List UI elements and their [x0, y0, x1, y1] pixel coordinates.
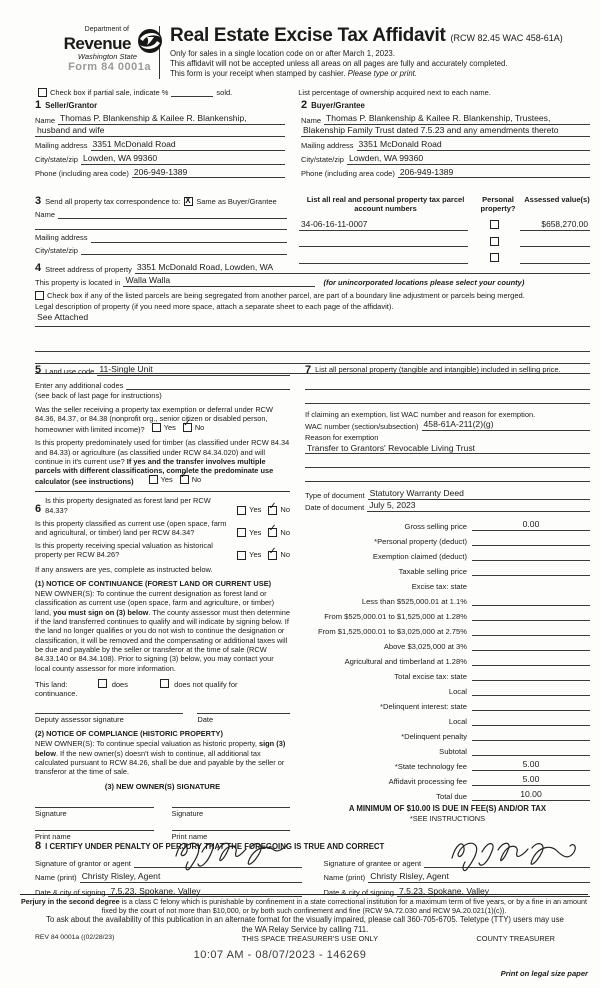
tax-row-label: Exemption claimed (deduct): [372, 551, 467, 561]
form-instructions: [170, 49, 588, 79]
seller-mailing-field[interactable]: 3351 McDonald Road: [91, 140, 285, 151]
tax-row-label: Local: [448, 686, 467, 696]
section-number: 3: [35, 195, 42, 207]
tax-row: [305, 546, 590, 561]
section-4-property: [35, 263, 590, 374]
q-forest-yes-checkbox[interactable]: [237, 506, 246, 515]
affidavit-fee-field[interactable]: 5.00: [472, 774, 590, 786]
section-number: 2: [301, 99, 308, 111]
this-land-label: This land:: [35, 680, 68, 690]
additional-codes-label: Enter any additional codes: [35, 381, 124, 390]
personal-property-intro: List all personal property (tangible and intangible) included in selling price.: [315, 365, 561, 374]
section-number: 4: [35, 262, 42, 274]
timber-question: [35, 438, 290, 486]
partial-sale-row: [38, 88, 588, 97]
tax-row: [305, 516, 590, 531]
seller-name-field-line2[interactable]: husband and wife: [35, 126, 285, 137]
tax-row-label: Subtotal: [439, 746, 467, 756]
tier4-field[interactable]: [472, 650, 590, 651]
tax-row-label: Total excise tax: state: [394, 671, 467, 681]
grantor-signature-field[interactable]: [134, 855, 302, 868]
parcel-row: [299, 219, 590, 231]
tax-row-label: Taxable selling price: [398, 566, 467, 576]
tax-row: [305, 531, 590, 546]
partial-sale-percent-field[interactable]: [171, 96, 213, 97]
seller-phone-label: Phone (including area code): [35, 169, 129, 178]
grantor-sig-label: Signature of grantor or agent: [35, 858, 131, 868]
continuance-label: continuance.: [35, 689, 78, 699]
owner-printname-line-1[interactable]: Print name: [35, 830, 154, 841]
buyer-name-field[interactable]: Thomas P. Blankenship & Kailee R. Blankenship, Trustees,: [324, 114, 590, 125]
legal-size-note: Print on legal size paper: [500, 969, 588, 978]
new-owner-signature-title: (3) NEW OWNER(S) SIGNATURE: [104, 781, 221, 791]
exemption-note: If claiming an exemption, list WAC number and reason for exemption.: [305, 410, 536, 419]
delinquent-interest-state-field[interactable]: [472, 710, 590, 711]
grantee-date-label: Date & city of signing: [323, 888, 394, 898]
tax-row-label: From $525,000.01 to $1,525,000 at 1.28%: [324, 611, 467, 621]
corr-city-label: City/state/zip: [35, 245, 78, 255]
perjury-notice: [20, 894, 588, 915]
question-text: Was the seller receiving a property tax exemption or deferral under RCW 84.36, 84.37, or 84.38 (nonprofit org., senior citizen or disabled person, homeowner with limited income)?: [35, 404, 273, 435]
partial-sale-suffix: sold.: [216, 88, 233, 97]
notice-compliance-title: (2) NOTICE OF COMPLIANCE (HISTORIC PROPERTY): [35, 729, 223, 739]
q1-no-checkbox[interactable]: [183, 423, 192, 432]
q2-no-checkbox[interactable]: [180, 475, 189, 484]
tax-row: [305, 636, 590, 651]
buyer-city-field[interactable]: Lowden, WA 99360: [347, 154, 590, 165]
grantee-sig-label: Signature of grantee or agent: [323, 858, 422, 868]
tax-row: [305, 681, 590, 696]
buyer-mailing-label: Mailing address: [301, 141, 354, 151]
same-as-buyer-checkbox[interactable]: [184, 197, 193, 206]
grantee-signature-field[interactable]: [424, 855, 590, 868]
tax-row: [305, 711, 590, 726]
grantee-date-field[interactable]: 7.5.23, Spokane, Valley: [397, 886, 590, 898]
total-excise-state-field[interactable]: [472, 680, 590, 681]
land-does-checkbox[interactable]: [98, 679, 107, 688]
additional-codes-field[interactable]: [126, 389, 290, 390]
title-text: Real Estate Excise Tax Affidavit: [170, 25, 446, 46]
exemption-claimed-field[interactable]: [472, 560, 590, 561]
deputy-date-line[interactable]: Date: [197, 713, 290, 724]
delinquent-penalty-field[interactable]: [472, 740, 590, 741]
tax-row-label: Above $3,025,000 at 3%: [383, 641, 467, 651]
rev-number: REV 84 0001a ((02/28/23): [35, 934, 115, 941]
section-number: 1: [35, 99, 42, 111]
assessed-value-field[interactable]: $658,270.00: [520, 219, 590, 231]
grantee-name-label: Name (print): [323, 873, 366, 883]
does-not-label: does not qualify for: [174, 680, 238, 690]
owner-printname-line-2[interactable]: Print name: [172, 830, 291, 841]
legal-description-label: Legal description of property (if you need more space, attach a separate sheet to each page of the affidavit).: [35, 302, 394, 312]
tax-row: [305, 561, 590, 576]
see-instructions-note: *SEE INSTRUCTIONS: [409, 813, 486, 823]
parcel-row: [299, 253, 590, 263]
left-column: [35, 365, 290, 842]
notice-continuance-title: (1) NOTICE OF CONTINUANCE (FOREST LAND OR CURRENT USE): [35, 578, 272, 588]
excise-tax-table: [305, 516, 590, 801]
grantee-signature-block: [324, 852, 591, 897]
partial-sale-checkbox[interactable]: [38, 88, 47, 97]
tier1-field[interactable]: [472, 605, 590, 606]
parcel-table: [299, 196, 590, 264]
section-number: 5: [35, 364, 42, 376]
grantee-name-field[interactable]: Christy Risley, Agent: [368, 871, 590, 883]
buyer-city-label: City/state/zip: [301, 155, 344, 165]
tax-row-label: Agricultural and timberland at 1.28%: [344, 656, 467, 666]
section-6-designations: [35, 491, 290, 841]
seller-name-label: Name: [35, 115, 56, 125]
buyer-name-field-line2[interactable]: Blakenship Family Trust dated 7.5.23 and any amendments thereto: [301, 126, 590, 137]
notice-text: . The county assessor must then determine if the land transferred continues to qualify and will indicate by signing below. If the land no longer qualifies or you do not wish to continue the designation or classification, it will be removed and the compensating or additional taxes will be due and payable by the seller or transferor at the time of sale (RCW 84.33.140 or 84.34.108). Prior to signing (3) below, you may contact your local county assessor for more information.: [35, 607, 290, 673]
yes-label: Yes: [163, 423, 176, 433]
doc-type-label: Type of document: [305, 490, 365, 500]
tax-row-label: Less than $525,000.01 at 1.1%: [361, 596, 467, 606]
segregated-label: Check box if any of the listed parcels are being segregated from another parcel, are part of a boundary line adjustment or parcels being merged.: [47, 290, 525, 300]
corr-name-field-line2[interactable]: [35, 229, 287, 230]
legal-description-field[interactable]: [35, 352, 590, 364]
instruction-line: [170, 69, 588, 79]
section-8-certification: [35, 841, 590, 897]
tax-row: [305, 576, 590, 591]
notice-compliance-body: [35, 739, 290, 776]
instruction-line: This affidavit will not be accepted unless all areas on all pages are fully and accurately completed.: [170, 59, 508, 69]
grantor-name-field[interactable]: Christy Risley, Agent: [80, 871, 302, 883]
grantor-date-field[interactable]: 7.5.23, Spokane, Valley: [108, 886, 301, 898]
personal-property-checkbox[interactable]: [490, 237, 499, 246]
tax-row: [305, 606, 590, 621]
instruction-text-italic: Please type or print.: [347, 69, 418, 79]
question-text: Is this property predominately used for timber (as classified under RCW 84.34 and 84.33) or agriculture (as classified under RCW 84.34.020) and will continue in it's current use?: [35, 438, 290, 466]
tax-row: [305, 741, 590, 756]
tier2-field[interactable]: [472, 620, 590, 621]
parcel-number-field[interactable]: [299, 246, 468, 247]
section-2-heading: Buyer/Grantee: [311, 101, 365, 111]
tax-row: [305, 756, 590, 771]
total-due-field[interactable]: 10.00: [472, 789, 590, 801]
tax-row: [305, 651, 590, 666]
corr-name-label: Name: [35, 210, 56, 219]
personal-property-field[interactable]: [305, 376, 590, 390]
washington-state-label: Washington State: [77, 51, 137, 61]
yes-label: Yes: [249, 505, 262, 515]
county-treasurer-label: COUNTY TREASURER: [476, 934, 555, 943]
section-number: 7: [305, 364, 312, 376]
perjury-bold: Perjury in the second degree: [20, 897, 120, 906]
historical-question: Is this property receiving special valuation as historical property per RCW 84.26?: [35, 541, 213, 560]
notice-continuance-body: [35, 589, 290, 673]
cashier-stamp: 10:07 AM - 08/07/2023 - 146269: [193, 949, 367, 961]
tax-row-label: Total due: [436, 791, 467, 801]
corr-city-field[interactable]: [81, 254, 287, 255]
tier3-field[interactable]: [472, 635, 590, 636]
state-tech-fee-field[interactable]: 5.00: [472, 759, 590, 771]
partial-sale-label: Check box if partial sale, indicate %: [50, 88, 169, 97]
exemption-question: [35, 405, 290, 435]
tax-row-label: Affidavit processing fee: [388, 776, 467, 786]
tax-row: [305, 786, 590, 801]
deputy-assessor-signature-line[interactable]: Deputy assessor signature: [35, 713, 183, 724]
q-historic-yes-checkbox[interactable]: [237, 551, 246, 560]
yes-label: Yes: [249, 550, 262, 560]
no-label: No: [191, 475, 202, 485]
perjury-text: is a class C felony which is punishable by confinement in a state correctional institution for a maximum term of five years, or by a fine in an amount fixed by the court of not more than $10,000, or by both such confinement and fine (RCW 9A.72.030 and RCW 9A.20.021(1)(c)).: [101, 897, 588, 915]
tax-row-label: Gross selling price: [404, 521, 467, 531]
revenue-swirl-icon: [137, 28, 163, 54]
q-forest-no-checkbox[interactable]: [268, 506, 277, 515]
section-number: 8: [35, 840, 42, 852]
tax-row-label: Local: [448, 716, 467, 726]
notice-text: NEW OWNER(S): To continue the current designation as forest land or classification as current use (open space, farm and agriculture, or timber) land,: [35, 589, 275, 617]
doc-type-field[interactable]: Statutory Warranty Deed: [368, 489, 590, 500]
seller-name-field[interactable]: Thomas P. Blankenship & Kailee R. Blankenship,: [58, 114, 285, 125]
personal-property-deduct-field[interactable]: [472, 545, 590, 546]
local-field[interactable]: [472, 695, 590, 696]
corr-mailing-label: Mailing address: [35, 233, 88, 243]
tax-row-label: *Personal property (deduct): [374, 536, 467, 546]
q-historic-no-checkbox[interactable]: [268, 551, 277, 560]
no-label: No: [280, 550, 290, 560]
parcel-row: [299, 237, 590, 247]
dor-logo: [35, 26, 159, 79]
section-7-tax: [305, 365, 590, 842]
dept-of-label: Department of: [84, 26, 129, 33]
legal-description-field[interactable]: See Attached: [35, 312, 590, 327]
grantor-date-label: Date & city of signing: [35, 888, 106, 898]
q2-yes-checkbox[interactable]: [149, 475, 158, 484]
revenue-wordmark: Revenue: [63, 33, 131, 53]
title-block: [159, 26, 588, 79]
buyer-name-label: Name: [301, 115, 322, 125]
tax-row: [305, 726, 590, 741]
segregated-checkbox[interactable]: [35, 291, 44, 300]
no-label: No: [280, 527, 290, 537]
minimum-due-note: A MINIMUM OF $10.00 IS DUE IN FEE(S) AND/OR TAX: [348, 804, 547, 814]
question-text-bold: If yes and the transfer involves multiple parcels with different classifications, complete the predominate use calculator (see instructions): [35, 456, 274, 487]
delinquent-local-field[interactable]: [472, 725, 590, 726]
tax-row-label: *Delinquent interest: state: [380, 701, 467, 711]
land-use-field[interactable]: 11-Single Unit: [97, 365, 290, 376]
yes-label: Yes: [249, 527, 262, 537]
tax-row: [305, 666, 590, 681]
notice-text: NEW OWNER(S): To continue special valuation as historic property,: [35, 739, 259, 749]
doc-date-field[interactable]: July 5, 2023: [367, 501, 590, 512]
this-land-row: [35, 679, 290, 699]
street-address-label: Street address of property: [45, 264, 132, 274]
buyer-mailing-field[interactable]: 3351 McDonald Road: [357, 140, 590, 151]
section-5-land-use: [35, 365, 290, 486]
county-note: (for unincorporated locations please select your county): [323, 277, 525, 287]
form-header: [35, 26, 588, 79]
excise-tax-state-label: Excise tax: state: [411, 581, 467, 591]
land-use-label: Land use code: [45, 366, 95, 376]
corr-mailing-field[interactable]: [91, 242, 287, 243]
section-2-buyer: [301, 100, 590, 178]
forest-land-question: Is this property designated as forest land per RCW 84.33?: [45, 496, 211, 515]
reason-exemption-field[interactable]: Transfer to Grantors' Revocable Living Trust: [305, 443, 590, 455]
footer-row: [35, 934, 555, 943]
alternate-format-note: To ask about the availability of this publication in an alternate format for the visually impaired, please call 360-705-6705. Teletype (TTY) users may use the WA Relay Service by calling 711.: [46, 915, 564, 934]
certify-statement: I CERTIFY UNDER PENALTY OF PERJURY THAT THE FOREGOING IS TRUE AND CORRECT: [45, 842, 385, 852]
seller-city-field[interactable]: Lowden, WA 99360: [81, 154, 285, 165]
does-label: does: [111, 680, 128, 690]
section-1-heading: Seller/Grantor: [45, 101, 98, 111]
instruction-line: Only for sales in a single location code on or after March 1, 2023.: [170, 48, 395, 58]
no-label: No: [280, 505, 290, 515]
notice-text: . If the new owner(s) doesn't wish to continue, all additional tax calculated pursuant to RCW 84.26, shall be due and payable by the seller or transferor at the time of sale.: [35, 748, 285, 777]
gross-selling-price-field[interactable]: 0.00: [472, 519, 590, 531]
tax-row: [305, 591, 590, 606]
subtotal-field[interactable]: [472, 755, 590, 756]
section-1-seller: [35, 100, 285, 178]
section-3-correspondence: [35, 196, 287, 264]
same-as-buyer-label: Same as Buyer/Grantee: [196, 196, 277, 206]
wac-number-field[interactable]: 458-61A-211(2)(g): [422, 420, 590, 431]
owner-signature-line-2[interactable]: Signature: [172, 807, 291, 818]
street-address-field[interactable]: 3351 McDonald Road, Lowden, WA: [135, 263, 590, 274]
yes-label: Yes: [160, 475, 173, 485]
owner-signature-line-1[interactable]: Signature: [35, 807, 154, 818]
tax-row: [305, 696, 590, 711]
col-assessed-header: Assessed value(s): [524, 195, 590, 204]
codes-note: (see back of last page for instructions): [35, 391, 162, 401]
tax-row: [305, 771, 590, 786]
title-rcw-ref: (RCW 82.45 WAC 458-61A): [450, 33, 563, 43]
seller-phone-field[interactable]: 206-949-1389: [132, 168, 285, 179]
page-title: [170, 26, 588, 46]
land-does-not-checkbox[interactable]: [160, 679, 169, 688]
doc-date-label: Date of document: [305, 502, 365, 512]
tax-row-label: From $1,525,000.01 to $3,025,000 at 2.75%: [317, 626, 467, 636]
reason-exemption-label: Reason for exemption: [305, 433, 379, 443]
parcel-number-field[interactable]: 34-06-16-11-0007: [299, 219, 468, 231]
tax-row-label: *State technology fee: [394, 761, 467, 771]
no-label: No: [194, 423, 205, 433]
col-personal-header: Personal property?: [480, 195, 516, 213]
form-number: Form 84 0001a: [68, 61, 151, 74]
buyer-phone-label: Phone (including area code): [301, 169, 395, 178]
personal-property-checkbox[interactable]: [490, 220, 499, 229]
seller-mailing-label: Mailing address: [35, 141, 88, 151]
buyer-phone-field[interactable]: 206-949-1389: [398, 168, 590, 179]
q-currentuse-no-checkbox[interactable]: [268, 528, 277, 537]
county-field[interactable]: Walla Walla: [123, 276, 315, 287]
wac-number-label: WAC number (section/subsection): [305, 421, 419, 431]
col-parcel-header: List all real and personal property tax parcel account numbers: [306, 195, 465, 213]
tax-row-label: *Delinquent penalty: [401, 731, 467, 741]
grantor-signature-block: [35, 852, 302, 897]
reason-exemption-extra-line[interactable]: [305, 454, 590, 468]
notice-text-bold: you must sign on (3) below: [53, 607, 149, 617]
notice-text-bold: sign (3) below: [35, 739, 286, 758]
current-use-question: Is this property classified as current use (open space, farm and agricultural, or timber) land per RCW 84.34?: [35, 518, 227, 537]
agricultural-field[interactable]: [472, 665, 590, 666]
section-number: 6: [35, 502, 42, 515]
personal-property-checkbox[interactable]: [490, 253, 499, 262]
taxable-selling-price-field[interactable]: [472, 575, 590, 576]
personal-property-field[interactable]: [305, 390, 590, 404]
answers-yes-note: If any answers are yes, complete as instructed below.: [35, 564, 213, 574]
section-3-intro: Send all property tax correspondence to:: [45, 196, 181, 206]
instruction-text: This form is your receipt when stamped by cashier.: [170, 69, 348, 79]
legal-description-field[interactable]: [35, 337, 590, 352]
ownership-note: List percentage of ownership acquired next to each name.: [298, 88, 491, 97]
q1-yes-checkbox[interactable]: [152, 423, 161, 432]
treasurer-use-label: THIS SPACE TREASURER'S USE ONLY: [241, 934, 379, 943]
q-currentuse-yes-checkbox[interactable]: [237, 528, 246, 537]
located-in-label: This property is located in: [35, 277, 121, 287]
reason-exemption-extra-line[interactable]: [305, 468, 590, 482]
seller-city-label: City/state/zip: [35, 155, 78, 165]
tax-row: [305, 621, 590, 636]
grantor-name-label: Name (print): [35, 873, 77, 883]
corr-name-field[interactable]: [58, 218, 287, 219]
assessed-value-field[interactable]: [520, 246, 590, 247]
